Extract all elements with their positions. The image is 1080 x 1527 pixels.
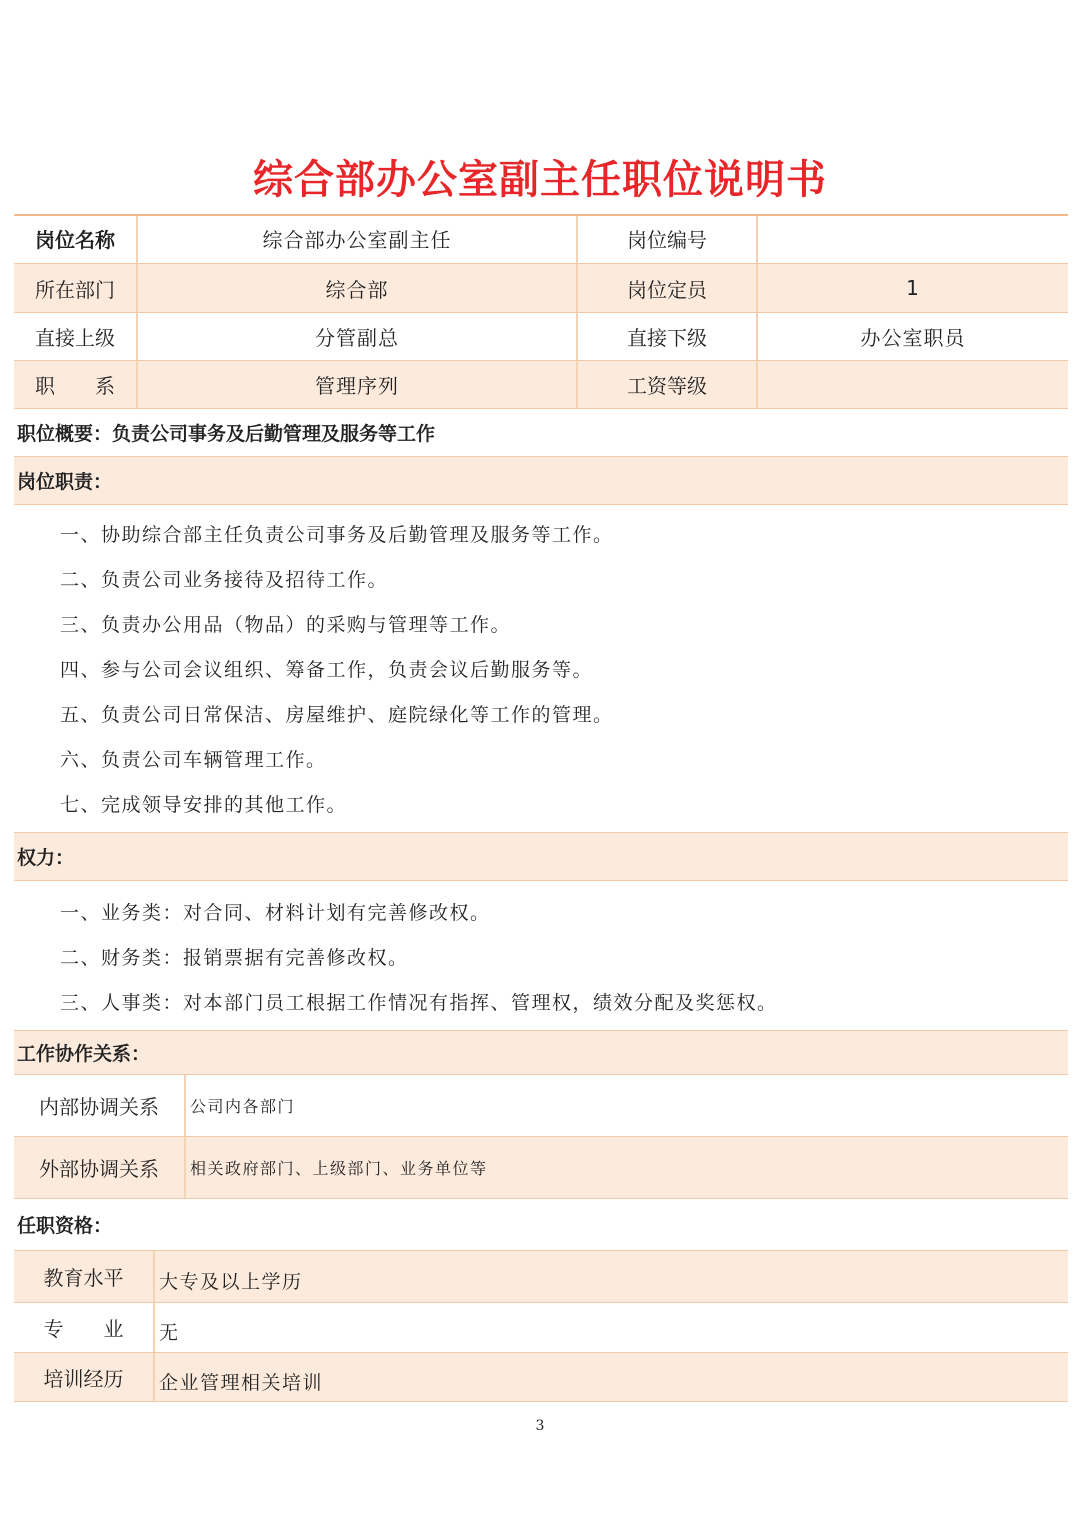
position-code-value bbox=[758, 214, 1068, 263]
duties-list bbox=[14, 505, 1068, 833]
powers-heading: 权力： bbox=[14, 833, 1068, 881]
direct-subordinate-label: 直接下级 bbox=[578, 313, 758, 360]
powers-list bbox=[14, 881, 1068, 1031]
list-item: 二、财务类：报销票据有完善修改权。 bbox=[60, 947, 409, 969]
salary-grade-label: 工资等级 bbox=[578, 361, 758, 408]
basic-row-3 bbox=[14, 313, 1068, 361]
training-value: 企业管理相关培训 bbox=[159, 1371, 324, 1394]
external-relation-value: 相关政府部门、上级部门、业务单位等 bbox=[190, 1159, 488, 1178]
qualifications-heading: 任职资格： bbox=[14, 1199, 1068, 1251]
job-family-value: 管理序列 bbox=[138, 361, 578, 408]
direct-superior-label: 直接上级 bbox=[14, 313, 138, 360]
position-name-label: 岗位名称 bbox=[14, 214, 138, 263]
list-item: 六、负责公司车辆管理工作。 bbox=[60, 749, 327, 771]
education-value: 大专及以上学历 bbox=[159, 1271, 303, 1293]
direct-superior-value: 分管副总 bbox=[138, 313, 578, 360]
internal-relation-label: 内部协调关系 bbox=[14, 1075, 186, 1136]
basic-row-4 bbox=[14, 361, 1068, 409]
list-item: 三、负责办公用品（物品）的采购与管理等工作。 bbox=[60, 614, 512, 636]
salary-grade-value bbox=[758, 361, 1068, 408]
table-top-border bbox=[14, 214, 1068, 216]
job-description-table bbox=[14, 214, 1068, 1402]
internal-relation-row bbox=[14, 1075, 1068, 1137]
position-overview: 职位概要：负责公司事务及后勤管理及服务等工作 bbox=[14, 409, 1068, 457]
list-item: 二、负责公司业务接待及招待工作。 bbox=[60, 569, 389, 591]
department-value: 综合部 bbox=[138, 264, 578, 312]
education-row bbox=[14, 1251, 1068, 1303]
list-item: 七、完成领导安排的其他工作。 bbox=[60, 794, 348, 816]
page-number: 3 bbox=[535, 1418, 545, 1434]
headcount-label: 岗位定员 bbox=[578, 264, 758, 312]
external-relation-label: 外部协调关系 bbox=[14, 1137, 186, 1198]
list-item: 五、负责公司日常保洁、房屋维护、庭院绿化等工作的管理。 bbox=[60, 704, 614, 726]
major-label: 专 业 bbox=[14, 1303, 155, 1352]
list-item: 三、人事类：对本部门员工根据工作情况有指挥、管理权，绩效分配及奖惩权。 bbox=[60, 992, 778, 1014]
department-label: 所在部门 bbox=[14, 264, 138, 312]
education-label: 教育水平 bbox=[14, 1251, 155, 1302]
position-name-value: 综合部办公室副主任 bbox=[138, 214, 578, 263]
internal-relation-value: 公司内各部门 bbox=[190, 1097, 296, 1116]
document-title: 综合部办公室副主任职位说明书 bbox=[253, 157, 827, 203]
training-row bbox=[14, 1353, 1068, 1402]
basic-row-2 bbox=[14, 264, 1068, 313]
list-item: 一、业务类：对合同、材料计划有完善修改权。 bbox=[60, 902, 491, 924]
list-item: 四、参与公司会议组织、筹备工作，负责会议后勤服务等。 bbox=[60, 659, 594, 681]
position-code-label: 岗位编号 bbox=[578, 214, 758, 263]
job-family-label: 职 系 bbox=[14, 361, 138, 408]
relations-heading: 工作协作关系： bbox=[14, 1031, 1068, 1075]
duties-heading: 岗位职责： bbox=[14, 457, 1068, 505]
list-item: 一、协助综合部主任负责公司事务及后勤管理及服务等工作。 bbox=[60, 524, 614, 546]
training-label: 培训经历 bbox=[14, 1353, 155, 1401]
major-row bbox=[14, 1303, 1068, 1353]
basic-row-1 bbox=[14, 214, 1068, 264]
headcount-value: 1 bbox=[906, 276, 920, 300]
external-relation-row bbox=[14, 1137, 1068, 1199]
major-value: 无 bbox=[159, 1322, 180, 1344]
direct-subordinate-value: 办公室职员 bbox=[860, 326, 966, 350]
